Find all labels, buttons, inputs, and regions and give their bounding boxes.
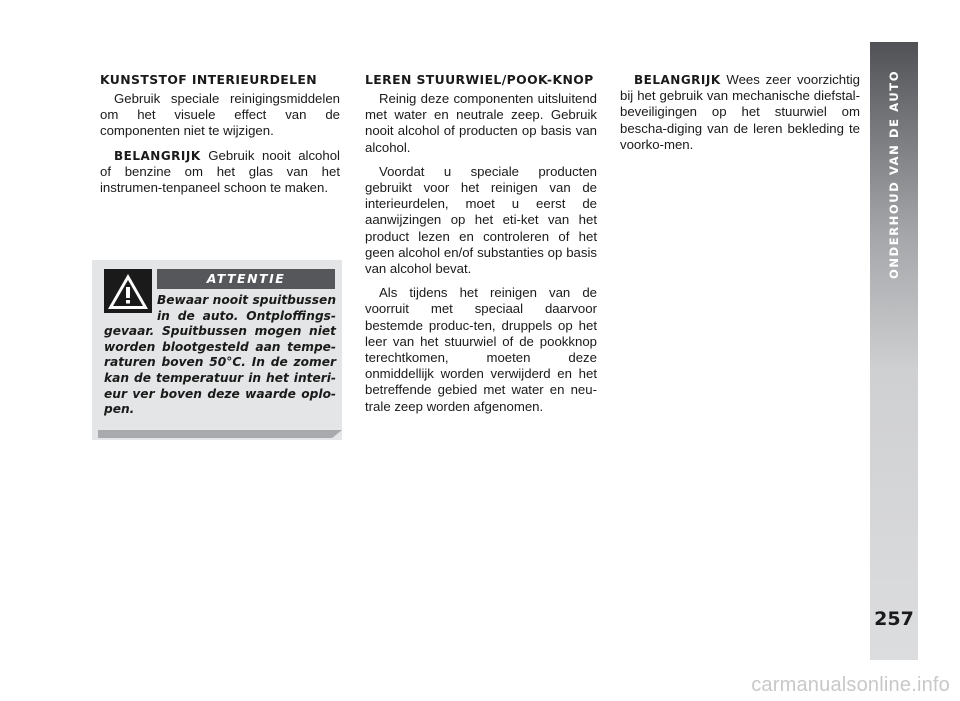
warning-box-bottom-edge	[98, 430, 342, 438]
column-leather-steering	[365, 72, 597, 423]
important-keyword: BELANGRIJK	[634, 73, 721, 87]
paragraph-windscreen-drops: Als tijdens het reinigen van de voorruit met speciaal daarvoor bestemde produc-ten, druppels op het leer van het stuurwiel of de pookknop terechtkomen, moeten deze onmiddellijk worden verwijderd en het betreffende gebied met water en neu-trale zeep worden afgenomen.	[365, 285, 597, 414]
paragraph-important-glass	[100, 148, 340, 197]
page-number: 257	[874, 608, 914, 630]
important-glass-text: Gebruik nooit alcohol of benzine om het glas van het instrumen-tenpaneel schoon te maken.	[100, 147, 340, 196]
warning-icon-spacer	[104, 293, 157, 321]
paragraph-cleaning-agents: Gebruik speciale reinigingsmiddelen om het visuele effect van de componenten niet te wijzigen.	[100, 91, 340, 139]
watermark: carmanualsonline.info	[751, 674, 950, 696]
important-anti-theft-text: Wees zeer voorzichtig bij het gebruik van mechanische diefstal-beveiligingen op het stuurwiel om bescha-diging van de leren bekleding te voorko-men.	[620, 72, 860, 152]
heading-plastic-interior: KUNSTSTOF INTERIEURDELEN	[100, 72, 318, 87]
paragraph-water-soap: Reinig deze componenten uitsluitend met water en neutrale zeep. Gebruik nooit alcohol of producten op basis van alcohol.	[365, 91, 597, 155]
column-plastic-interior	[100, 72, 340, 204]
warning-text-block	[104, 293, 336, 418]
paragraph-special-products: Voordat u speciale producten gebruikt voor het reinigen van de interieurdelen, moet u eerst de aanwijzingen op het eti-ket van het product lezen en controleren of het geen alcohol en/of substanties op basis van alcohol bevat.	[365, 163, 597, 277]
warning-title: ATTENTIE	[157, 269, 335, 289]
paragraph-important-anti-theft	[620, 72, 860, 153]
heading-leather-steering: LEREN STUURWIEL/POOK-KNOP	[365, 72, 594, 87]
column-anti-theft	[620, 72, 860, 161]
section-title: ONDERHOUD VAN DE AUTO	[887, 70, 901, 280]
warning-text: Bewaar nooit spuitbussen in de auto. Ontploffings-gevaar. Spuitbussen mogen niet worden blootgesteld aan tempe-raturen boven 50°C. In de zomer kan de temperatuur in het interi-eur ver boven deze waarde oplo-pen.	[104, 293, 336, 417]
important-keyword: BELANGRIJK	[114, 148, 201, 163]
